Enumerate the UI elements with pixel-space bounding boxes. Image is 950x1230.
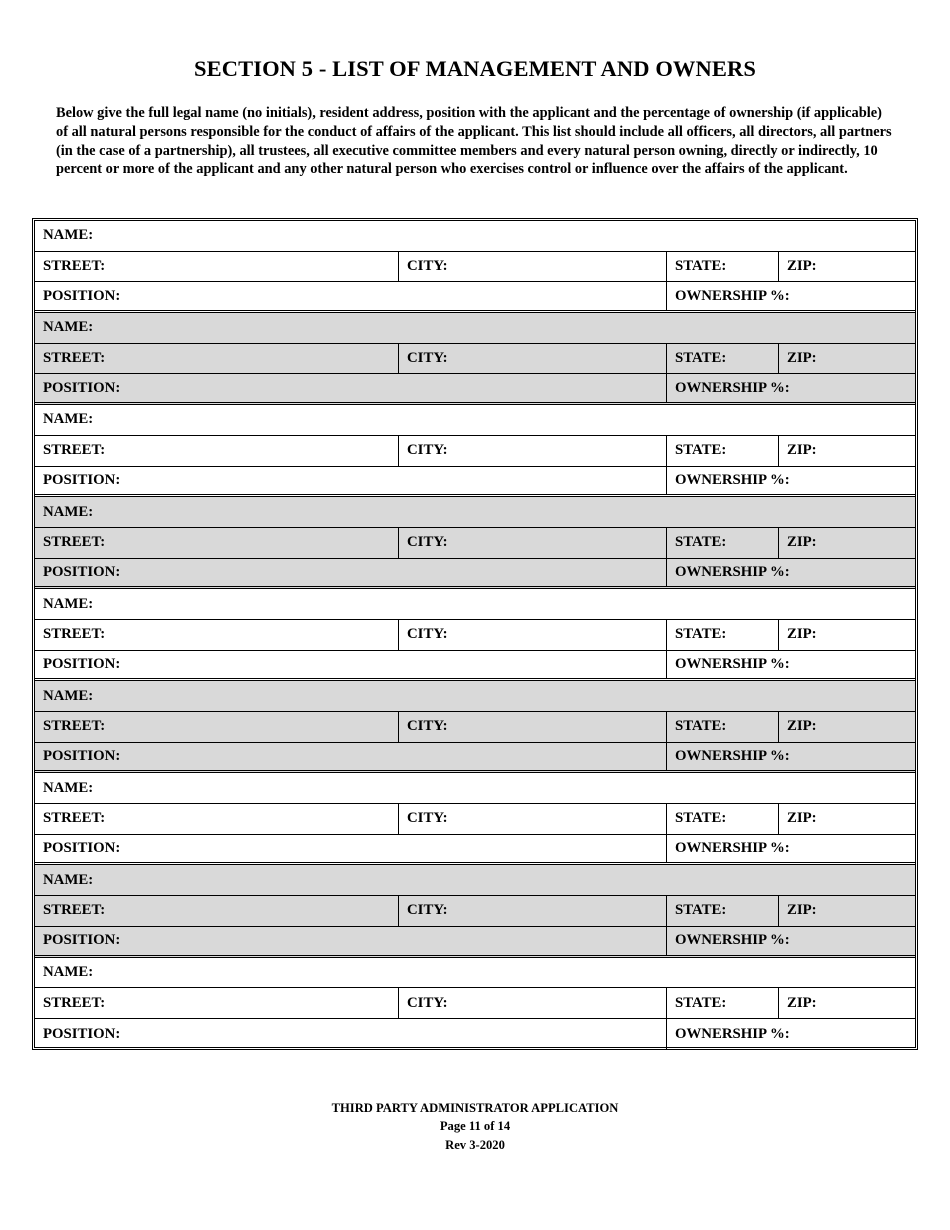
position-field-label: POSITION:: [43, 471, 121, 488]
name-field[interactable]: [35, 681, 915, 711]
instructions-paragraph: Below give the full legal name (no initials), resident address, position with the applicant and the percentage of ownership (if applicable) of all natural persons responsible for the conduct of affairs of the applicant. This list should include all officers, all directors, all partners (in the case of a partnership), all trustees, all executive committee members and every natural person owning, directly or indirectly, 10 percent or more of the applicant and any other natural person who exercises control or influence over the affairs of the applicant.: [56, 105, 892, 178]
footer-page-number: Page 11 of 14: [439, 1119, 511, 1134]
name-field[interactable]: [35, 865, 915, 895]
state-field-label: STATE:: [675, 810, 727, 827]
table-row: [35, 344, 915, 375]
zip-field[interactable]: [778, 712, 915, 742]
ownership-field-label: OWNERSHIP %:: [675, 840, 790, 857]
position-field[interactable]: [35, 927, 666, 955]
position-field-label: POSITION:: [43, 840, 121, 857]
state-field-label: STATE:: [675, 258, 727, 275]
owner-entry: [35, 589, 915, 681]
street-field-label: STREET:: [43, 626, 106, 643]
position-field[interactable]: [35, 651, 666, 679]
table-row: [35, 773, 915, 804]
zip-field[interactable]: [778, 804, 915, 834]
table-row: [35, 313, 915, 344]
table-row: [35, 804, 915, 835]
name-field[interactable]: [35, 221, 915, 251]
table-row: [35, 559, 915, 590]
name-field-label: NAME:: [43, 595, 94, 612]
table-row: [35, 865, 915, 896]
table-row: [35, 436, 915, 467]
owners-table: [32, 218, 918, 1050]
street-field-label: STREET:: [43, 258, 106, 275]
ownership-field[interactable]: [666, 467, 915, 495]
city-field[interactable]: [398, 528, 666, 558]
name-field-label: NAME:: [43, 687, 94, 704]
name-field[interactable]: [35, 589, 915, 619]
position-field-label: POSITION:: [43, 932, 121, 949]
street-field-label: STREET:: [43, 350, 106, 367]
owner-entry: [35, 497, 915, 589]
zip-field[interactable]: [778, 436, 915, 466]
street-field-label: STREET:: [43, 442, 106, 459]
table-row: [35, 467, 915, 498]
position-field-label: POSITION:: [43, 655, 121, 672]
street-field-label: STREET:: [43, 718, 106, 735]
state-field-label: STATE:: [675, 902, 727, 919]
zip-field[interactable]: [778, 344, 915, 374]
city-field[interactable]: [398, 804, 666, 834]
table-row: [35, 681, 915, 712]
name-field-label: NAME:: [43, 227, 94, 244]
table-row: [35, 282, 915, 313]
city-field[interactable]: [398, 436, 666, 466]
table-row: [35, 252, 915, 283]
state-field[interactable]: [666, 252, 778, 282]
table-row: [35, 835, 915, 866]
table-row: [35, 958, 915, 989]
state-field[interactable]: [666, 896, 778, 926]
position-field-label: POSITION:: [43, 379, 121, 396]
street-field[interactable]: [35, 252, 398, 282]
position-field-label: POSITION:: [43, 287, 121, 304]
ownership-field[interactable]: [666, 927, 915, 955]
owner-entry: [35, 773, 915, 865]
zip-field-label: ZIP:: [787, 718, 817, 735]
zip-field-label: ZIP:: [787, 350, 817, 367]
city-field-label: CITY:: [407, 534, 448, 551]
ownership-field[interactable]: [666, 1019, 915, 1050]
name-field-label: NAME:: [43, 411, 94, 428]
ownership-field-label: OWNERSHIP %:: [675, 1025, 790, 1042]
table-row: [35, 497, 915, 528]
owner-entry: [35, 313, 915, 405]
state-field-label: STATE:: [675, 534, 727, 551]
zip-field-label: ZIP:: [787, 534, 817, 551]
position-field[interactable]: [35, 743, 666, 771]
table-row: [35, 712, 915, 743]
position-field-label: POSITION:: [43, 1025, 121, 1042]
city-field-label: CITY:: [407, 626, 448, 643]
owner-entry: [35, 681, 915, 773]
ownership-field[interactable]: [666, 651, 915, 679]
position-field-label: POSITION:: [43, 563, 121, 580]
city-field-label: CITY:: [407, 442, 448, 459]
footer-form-title: THIRD PARTY ADMINISTRATOR APPLICATION: [331, 1101, 619, 1115]
city-field-label: CITY:: [407, 810, 448, 827]
city-field-label: CITY:: [407, 718, 448, 735]
ownership-field[interactable]: [666, 559, 915, 587]
state-field[interactable]: [666, 804, 778, 834]
ownership-field-label: OWNERSHIP %:: [675, 748, 790, 765]
ownership-field-label: OWNERSHIP %:: [675, 563, 790, 580]
table-row: [35, 620, 915, 651]
owner-entry: [35, 865, 915, 957]
city-field[interactable]: [398, 896, 666, 926]
street-field[interactable]: [35, 804, 398, 834]
street-field[interactable]: [35, 712, 398, 742]
state-field[interactable]: [666, 436, 778, 466]
name-field[interactable]: [35, 773, 915, 803]
position-field[interactable]: [35, 282, 666, 310]
owner-entry: [35, 221, 915, 313]
street-field[interactable]: [35, 620, 398, 650]
zip-field-label: ZIP:: [787, 994, 817, 1011]
state-field[interactable]: [666, 712, 778, 742]
state-field[interactable]: [666, 620, 778, 650]
position-field[interactable]: [35, 1019, 666, 1050]
state-field-label: STATE:: [675, 350, 727, 367]
state-field[interactable]: [666, 344, 778, 374]
city-field[interactable]: [398, 252, 666, 282]
table-row: [35, 896, 915, 927]
table-row: [35, 927, 915, 958]
page-title: SECTION 5 - LIST OF MANAGEMENT AND OWNERS: [194, 56, 756, 81]
name-field[interactable]: [35, 497, 915, 527]
zip-field-label: ZIP:: [787, 626, 817, 643]
street-field[interactable]: [35, 436, 398, 466]
name-field-label: NAME:: [43, 503, 94, 520]
city-field[interactable]: [398, 344, 666, 374]
city-field[interactable]: [398, 988, 666, 1018]
position-field[interactable]: [35, 835, 666, 863]
state-field-label: STATE:: [675, 442, 727, 459]
zip-field-label: ZIP:: [787, 810, 817, 827]
table-row: [35, 374, 915, 405]
state-field-label: STATE:: [675, 994, 727, 1011]
zip-field[interactable]: [778, 528, 915, 558]
city-field[interactable]: [398, 712, 666, 742]
ownership-field-label: OWNERSHIP %:: [675, 932, 790, 949]
owner-entry: [35, 405, 915, 497]
position-field-label: POSITION:: [43, 748, 121, 765]
name-field[interactable]: [35, 313, 915, 343]
state-field[interactable]: [666, 528, 778, 558]
table-row: [35, 743, 915, 774]
ownership-field-label: OWNERSHIP %:: [675, 379, 790, 396]
position-field[interactable]: [35, 559, 666, 587]
table-row: [35, 221, 915, 252]
owner-entry: [35, 958, 915, 1050]
name-field-label: NAME:: [43, 319, 94, 336]
name-field-label: NAME:: [43, 779, 94, 796]
state-field-label: STATE:: [675, 718, 727, 735]
position-field[interactable]: [35, 467, 666, 495]
ownership-field-label: OWNERSHIP %:: [675, 471, 790, 488]
street-field-label: STREET:: [43, 810, 106, 827]
state-field-label: STATE:: [675, 626, 727, 643]
position-field[interactable]: [35, 374, 666, 402]
street-field[interactable]: [35, 344, 398, 374]
name-field-label: NAME:: [43, 871, 94, 888]
state-field[interactable]: [666, 988, 778, 1018]
name-field[interactable]: [35, 958, 915, 988]
street-field-label: STREET:: [43, 994, 106, 1011]
ownership-field[interactable]: [666, 835, 915, 863]
city-field[interactable]: [398, 620, 666, 650]
table-row: [35, 651, 915, 682]
ownership-field[interactable]: [666, 374, 915, 402]
table-row: [35, 988, 915, 1019]
name-field[interactable]: [35, 405, 915, 435]
zip-field-label: ZIP:: [787, 442, 817, 459]
street-field-label: STREET:: [43, 902, 106, 919]
zip-field[interactable]: [778, 620, 915, 650]
ownership-field-label: OWNERSHIP %:: [675, 287, 790, 304]
table-row: [35, 528, 915, 559]
table-row: [35, 589, 915, 620]
city-field-label: CITY:: [407, 258, 448, 275]
zip-field-label: ZIP:: [787, 258, 817, 275]
ownership-field[interactable]: [666, 743, 915, 771]
city-field-label: CITY:: [407, 994, 448, 1011]
footer-revision: Rev 3-2020: [445, 1137, 505, 1152]
city-field-label: CITY:: [407, 350, 448, 367]
ownership-field-label: OWNERSHIP %:: [675, 655, 790, 672]
ownership-field[interactable]: [666, 282, 915, 310]
street-field[interactable]: [35, 896, 398, 926]
name-field-label: NAME:: [43, 963, 94, 980]
street-field-label: STREET:: [43, 534, 106, 551]
table-row: [35, 1019, 915, 1050]
street-field[interactable]: [35, 528, 398, 558]
zip-field-label: ZIP:: [787, 902, 817, 919]
city-field-label: CITY:: [407, 902, 448, 919]
zip-field[interactable]: [778, 988, 915, 1018]
table-row: [35, 405, 915, 436]
zip-field[interactable]: [778, 252, 915, 282]
page-footer: [0, 1099, 950, 1154]
zip-field[interactable]: [778, 896, 915, 926]
street-field[interactable]: [35, 988, 398, 1018]
